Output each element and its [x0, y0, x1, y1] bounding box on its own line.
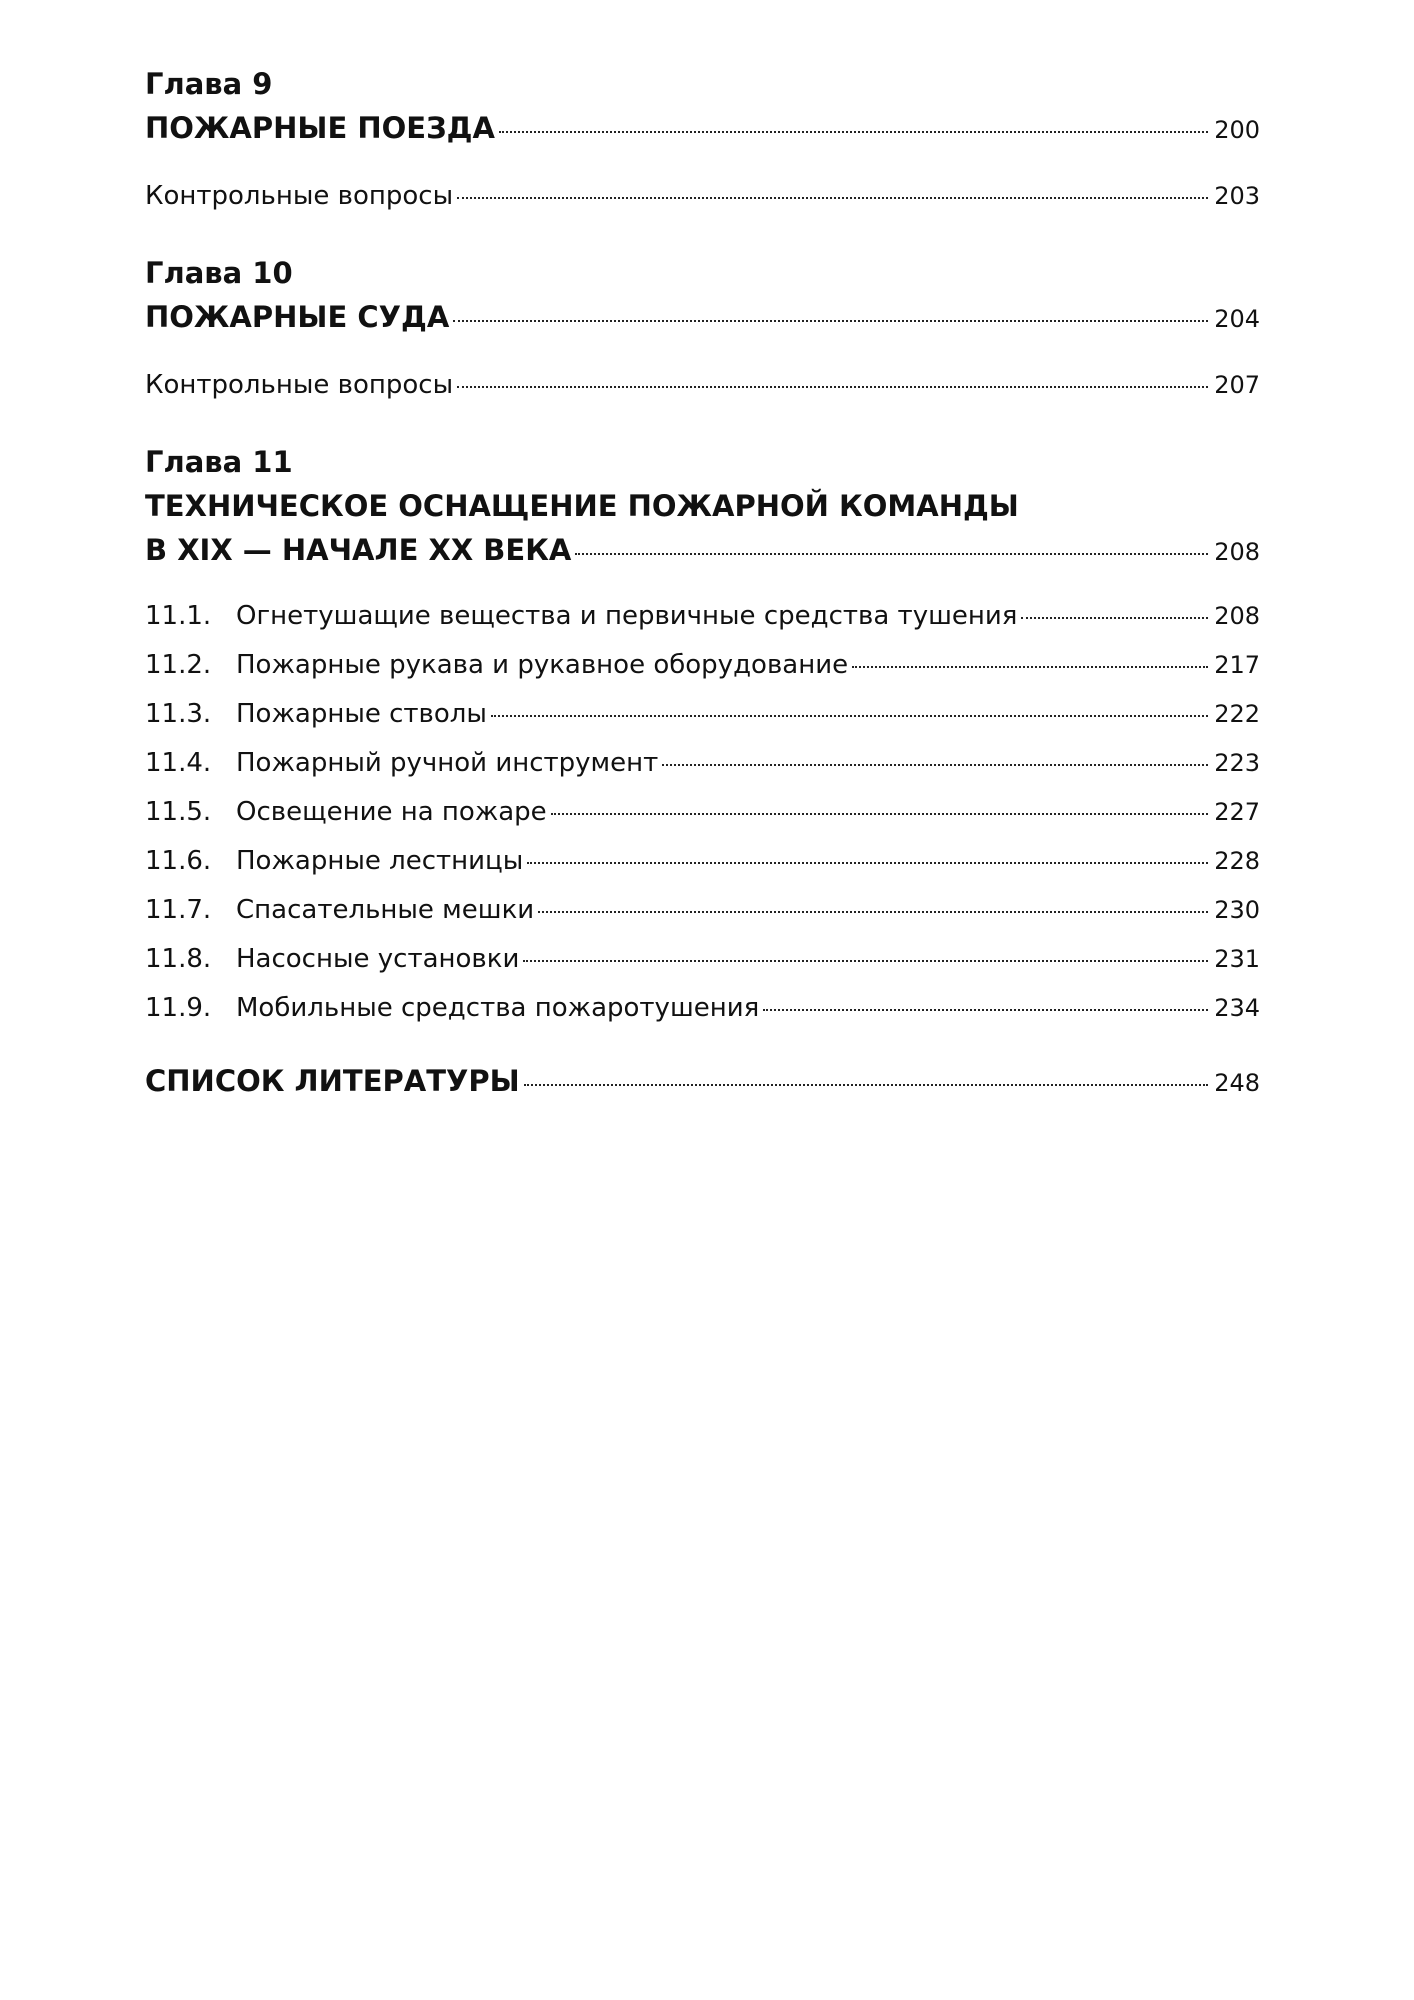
section-entry[interactable] — [145, 886, 1260, 935]
page-number: 208 — [1214, 538, 1260, 566]
section-title: Огнетушащие вещества и первичные средства тушения — [236, 601, 1018, 631]
section-number: 11.2. — [145, 650, 212, 680]
chapter-title: В XIX — НАЧАЛЕ XX ВЕКА — [145, 533, 572, 567]
dot-leader — [457, 386, 1208, 388]
chapter-title: ПОЖАРНЫЕ СУДА — [145, 300, 450, 334]
section-entry[interactable] — [145, 592, 1260, 641]
section-title: Мобильные средства пожаротушения — [236, 993, 760, 1023]
page-number: 200 — [1214, 116, 1260, 144]
section-entry[interactable] — [145, 837, 1260, 886]
section-number: 11.4. — [145, 748, 212, 778]
dot-leader — [491, 715, 1208, 717]
chapter-title-line: ТЕХНИЧЕСКОЕ ОСНАЩЕНИЕ ПОЖАРНОЙ КОМАНДЫ — [145, 489, 1019, 523]
section-entry[interactable] — [145, 935, 1260, 984]
dot-leader — [575, 553, 1208, 555]
questions-entry[interactable] — [145, 361, 1260, 410]
dot-leader — [523, 960, 1208, 962]
dot-leader — [1021, 617, 1208, 619]
section-number: 11.7. — [145, 895, 212, 925]
section-title: Освещение на пожаре — [236, 797, 547, 827]
section-entry[interactable] — [145, 984, 1260, 1033]
dot-leader — [499, 131, 1208, 133]
page-number: 203 — [1214, 182, 1260, 210]
page-number: 228 — [1214, 847, 1260, 875]
section-title: Спасательные мешки — [236, 895, 535, 925]
chapter-title-entry[interactable] — [145, 528, 1260, 572]
dot-leader — [453, 320, 1208, 322]
section-number: 11.9. — [145, 993, 212, 1023]
questions-label: Контрольные вопросы — [145, 181, 454, 211]
page-number: 222 — [1214, 700, 1260, 728]
dot-leader — [457, 197, 1208, 199]
table-of-contents — [145, 62, 1260, 1103]
section-title: Пожарные лестницы — [236, 846, 524, 876]
chapter-label: Глава 9 — [145, 67, 273, 101]
section-number: 11.5. — [145, 797, 212, 827]
section-entry[interactable] — [145, 690, 1260, 739]
page-number: 204 — [1214, 305, 1260, 333]
page-number: 227 — [1214, 798, 1260, 826]
chapter-label: Глава 11 — [145, 445, 293, 479]
chapter-10 — [145, 251, 1260, 410]
page-number: 207 — [1214, 371, 1260, 399]
bibliography-entry[interactable] — [145, 1059, 1260, 1103]
page-number: 223 — [1214, 749, 1260, 777]
section-title: Пожарные рукава и рукавное оборудование — [236, 650, 849, 680]
section-number: 11.8. — [145, 944, 212, 974]
section-title: Пожарный ручной инструмент — [236, 748, 659, 778]
chapter-title-entry[interactable] — [145, 106, 1260, 150]
section-number: 11.1. — [145, 601, 212, 631]
section-entry[interactable] — [145, 739, 1260, 788]
section-entry[interactable] — [145, 641, 1260, 690]
dot-leader — [852, 666, 1208, 668]
page-number: 230 — [1214, 896, 1260, 924]
bibliography-title: СПИСОК ЛИТЕРАТУРЫ — [145, 1064, 520, 1098]
page-number: 208 — [1214, 602, 1260, 630]
dot-leader — [763, 1009, 1208, 1011]
dot-leader — [538, 911, 1208, 913]
chapter-11 — [145, 440, 1260, 1033]
section-title: Насосные установки — [236, 944, 520, 974]
dot-leader — [662, 764, 1208, 766]
dot-leader — [524, 1084, 1209, 1086]
section-number: 11.6. — [145, 846, 212, 876]
section-number: 11.3. — [145, 699, 212, 729]
chapter-title-entry[interactable] — [145, 295, 1260, 339]
section-title: Пожарные стволы — [236, 699, 487, 729]
page-number: 234 — [1214, 994, 1260, 1022]
page-number: 248 — [1214, 1069, 1260, 1097]
questions-label: Контрольные вопросы — [145, 370, 454, 400]
chapter-title: ПОЖАРНЫЕ ПОЕЗДА — [145, 111, 495, 145]
chapter-label: Глава 10 — [145, 256, 293, 290]
page-number: 231 — [1214, 945, 1260, 973]
dot-leader — [527, 862, 1208, 864]
dot-leader — [551, 813, 1209, 815]
section-entry[interactable] — [145, 788, 1260, 837]
questions-entry[interactable] — [145, 172, 1260, 221]
chapter-9 — [145, 62, 1260, 221]
page-number: 217 — [1214, 651, 1260, 679]
